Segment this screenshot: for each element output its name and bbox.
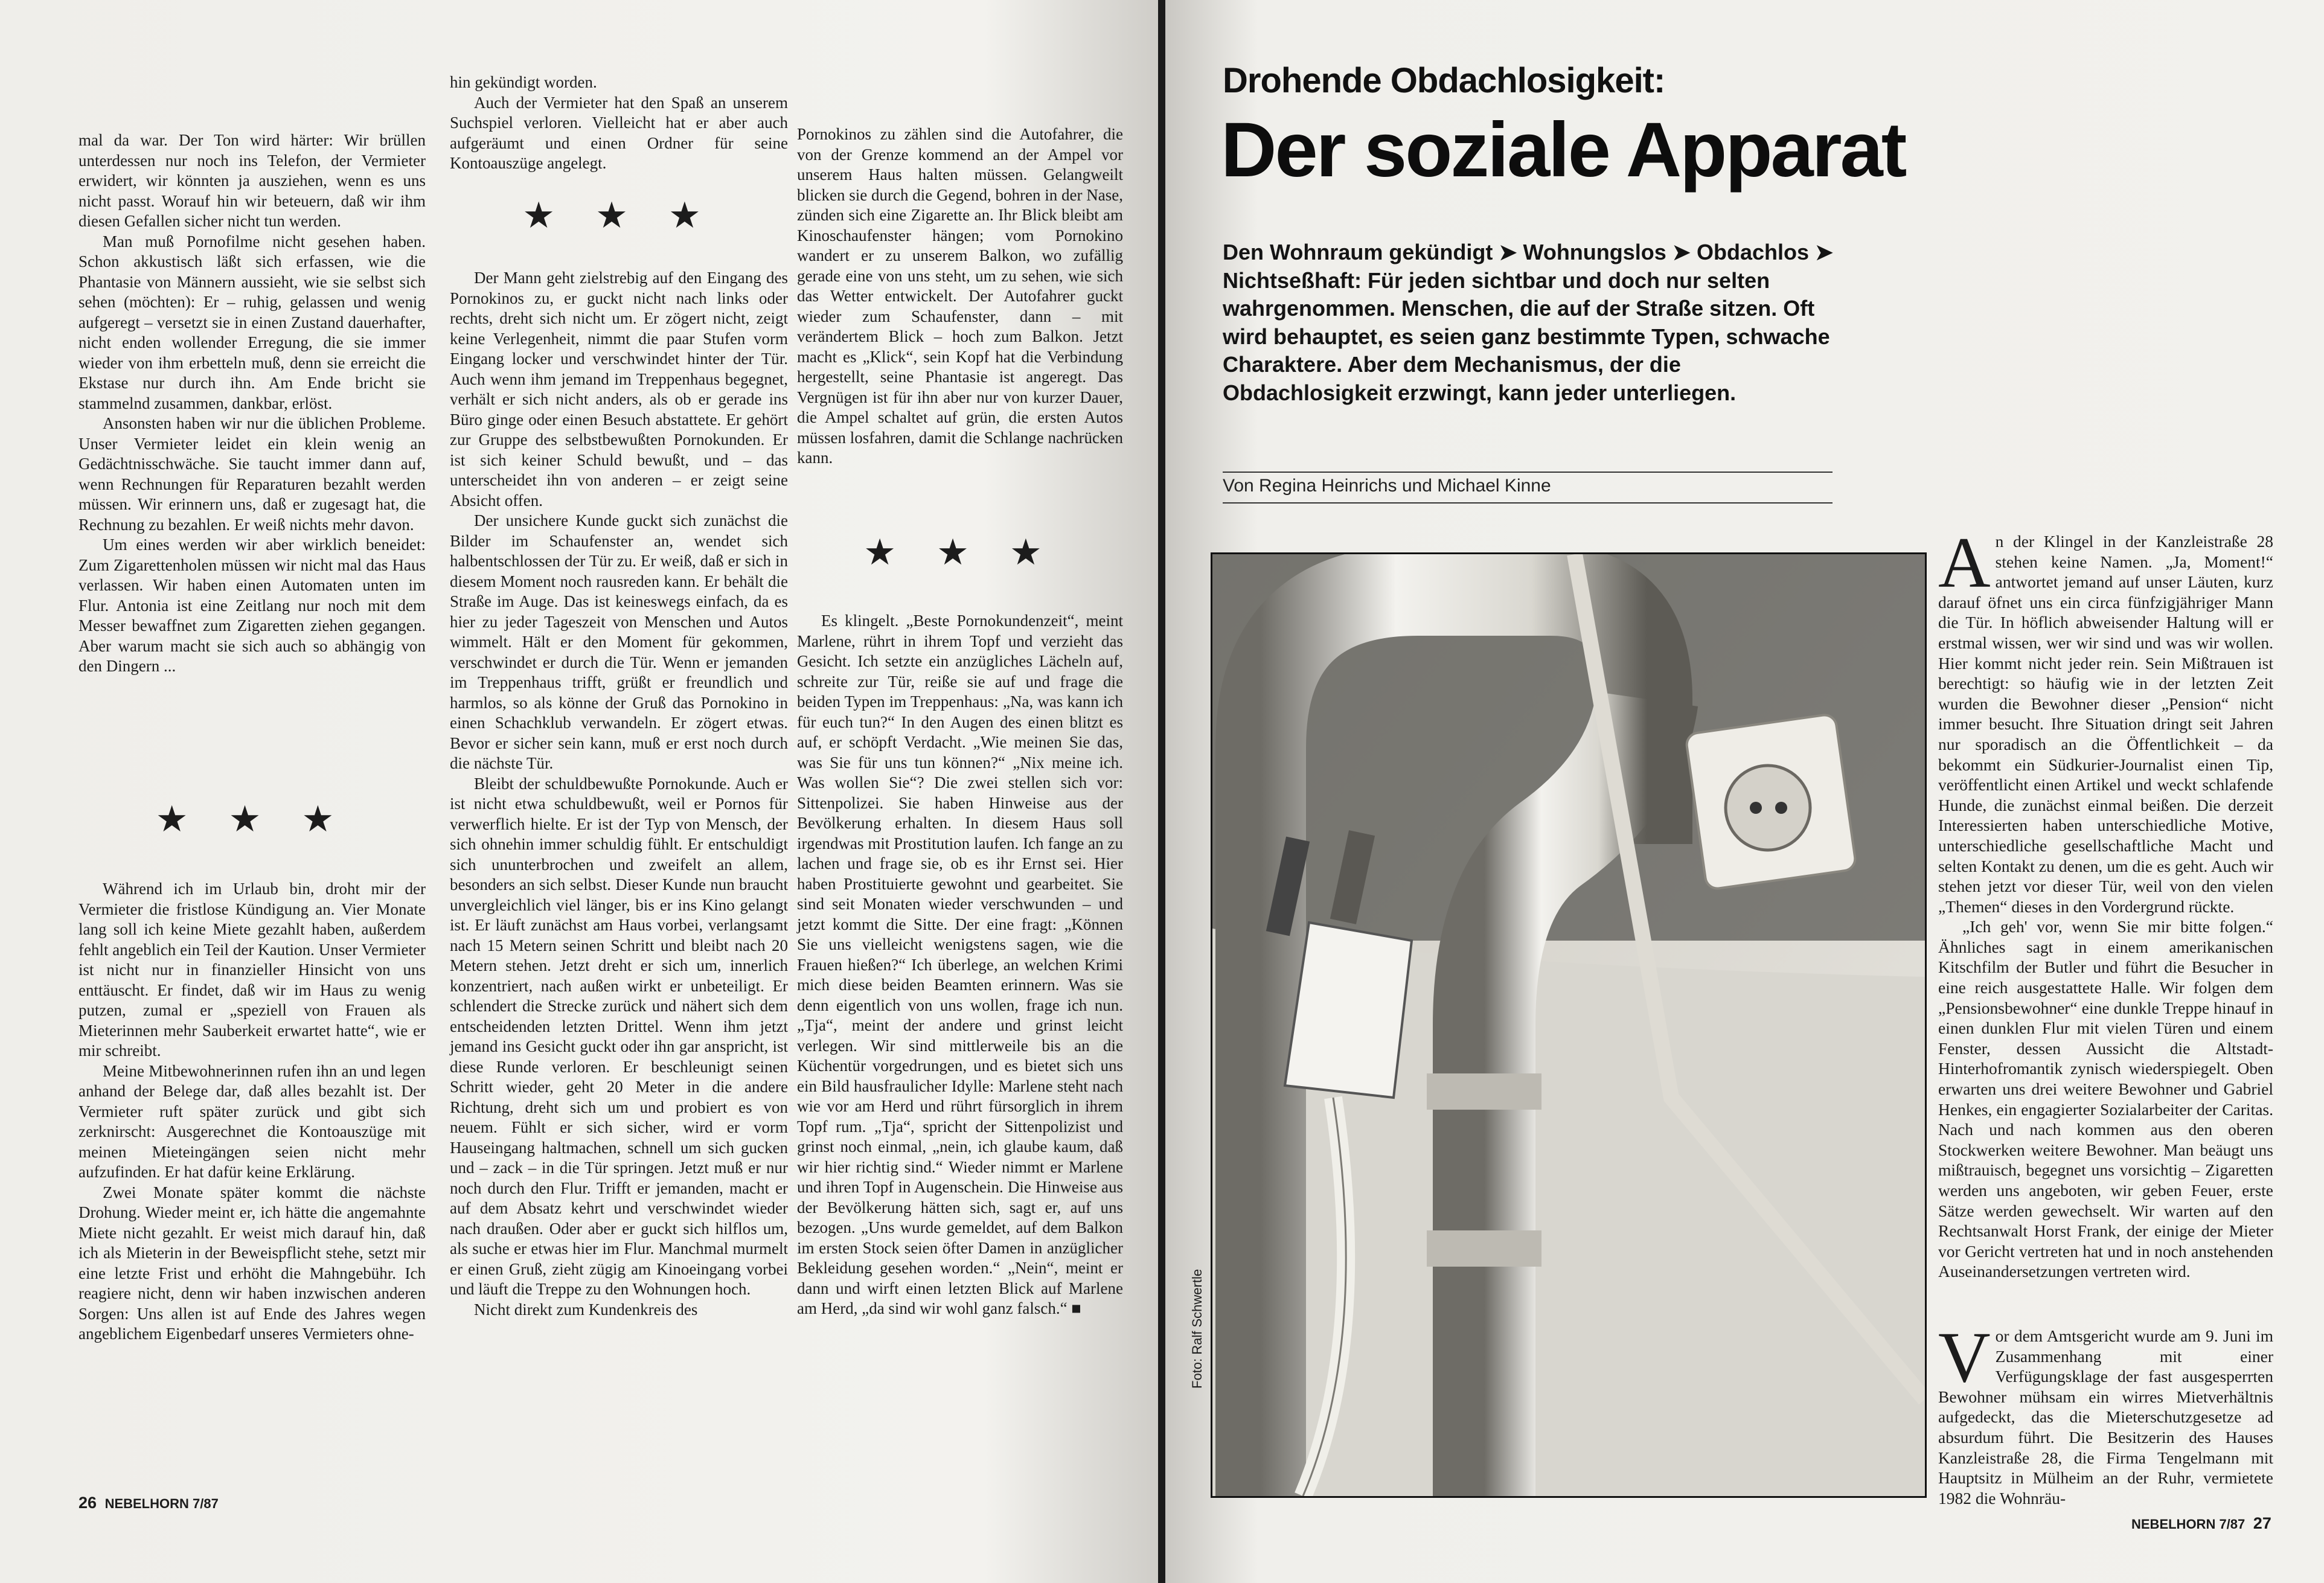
magazine-name: NEBELHORN 7/87 — [104, 1496, 219, 1511]
column-1-lower — [78, 879, 426, 1345]
byline-rule-bottom — [1223, 502, 1833, 504]
column-1 — [78, 130, 426, 677]
paragraph: mal da war. Der Ton wird härter: Wir brüllen unterdessen nur noch ins Telefon, der Vermieter erwidert, wir könnten ja ausziehen, wenn es uns nicht passt. Worauf hin wir beteuern, daß wir ihm diesen Gefallen sicher nicht tun werden. — [78, 131, 426, 230]
paragraph: Um eines werden wir aber wirklich beneidet: Zum Zigarettenholen müssen wir nicht mal das Haus verlassen. Wir haben einen Automaten unten im Flur. Antonia ist eine Zeitlang nur noch mit dem Messer bewaffnet zum Zigaretten ziehen gegangen. Aber warum macht sie sich auch so abhängig von den Dingern ... — [78, 536, 426, 675]
column-2 — [450, 72, 788, 174]
drop-cap: A — [1938, 522, 1991, 603]
section-divider-stars: ★ ★ ★ — [522, 194, 715, 237]
paragraph: „Ich geh' vor, wenn Sie mir bitte folgen.“ Ähnliches sagt in einem amerikanischen Kitschfilm der Butler und führt die Besucher in eine reich ausgestattete Halle. Wir folgen dem „Pensionsbewohner“ eine dunkle Treppe hinauf in einen dunklen Flur mit vielen Türen und einem Fenster, dessen Aussicht die Altstadt-Hinterhofromantik zynisch wiederspiegelt. Oben erwarten uns drei weitere Bewohner und Gabriel Henkes, ein engagierter Sozialarbeiter der Caritas. Nach und nach kommen aus den oberen Stockwerken weitere Bewohner. Man beäugt uns mißtrauisch, begegnet uns vorsichtig – Zigaretten werden uns angeboten, wir geben Feuer, erste Sätze werden gewechselt. Wir warten auf den Rechtsanwalt Horst Frank, der einige der Mieter vor Gericht vertreten hat und in noch anstehenden Auseinandersetzungen vertreten wird. — [1938, 917, 2273, 1281]
photo-credit: Foto: Ralf Schwertle — [1189, 1268, 1205, 1389]
page-footer — [2131, 1514, 2271, 1533]
paragraph: Vor dem Amtsgericht wurde am 9. Juni im Zusammenhang mit einer Verfügungsklage der fast ausgesperrten Bewohner mühsam ein wirres Mietverhältnis aufgedeckt, das die Mieterschutzgesetze ad absurdum führt. Die Besitzerin des Hauses Kanzleistraße 28, die Firma Tengelmann mit Hauptsitz in Mülheim an der Ruhr, vermietete 1982 die Wohnräu- — [1938, 1317, 2273, 1508]
drop-cap: V — [1938, 1317, 1991, 1397]
paragraph: Nicht direkt zum Kundenkreis des — [474, 1300, 698, 1319]
paragraph: Man muß Pornofilme nicht gesehen haben. Schon akkustisch läßt sich erfassen, wie die Phantasie von Männern aussieht, wie sie selbst sich sehen (möchten): Er – ruhig, gelassen und wenig aufgeregt – versetzt sie in einen Zustand dauerhafter, nicht enden wollender Erregung, die sie immer wieder von ihm erbetteln muß, denn sie erreicht die Ekstase nur durch ihn. Am Ende bricht sie stammelnd zusammen, dankbar, erlöst. — [78, 232, 426, 412]
paragraph: Der Mann geht zielstrebig auf den Eingang des Pornokinos zu, er guckt nicht nach links oder rechts, dreht sich nicht um. Er zögert nicht, zeigt keine Verlegenheit, nimmt die paar Stufen vorm Eingang locker und verschwindet hinter der Tür. Auch wenn ihm jemand im Treppenhaus begegnet, verhält er sich nicht anders, als ob er gerade ins Büro ginge oder einen Besuch abstattete. Er gehört zur Gruppe des selbstbewußten Pornokunden. Er ist sich keiner Schuld bewußt, und – das unterscheidet ihn von anderen – er zeigt seine Absicht offen. — [450, 269, 788, 510]
byline: Von Regina Heinrichs und Michael Kinne — [1223, 476, 1551, 496]
paragraph: Während ich im Urlaub bin, droht mir der Vermieter die fristlose Kündigung an. Vier Monate lang soll ich keine Miete gezahlt haben, außerdem fehlt angeblich ein Teil der Kaution. Unser Vermieter ist nicht nur in finanzieller Hinsicht von uns enttäuscht. Er findet, daß wir im Haus zu wenig putzen, zumal er „speziell von Frauen als Mieterinnen mehr Sauberkeit erwartet hatte“, wie er mir schreibt. — [78, 880, 426, 1060]
magazine-name: NEBELHORN 7/87 — [2131, 1517, 2246, 1532]
left-page — [0, 0, 1158, 1583]
paragraph: Ansonsten haben wir nur die üblichen Probleme. Unser Vermieter leidet ein klein wenig an Gedächtnisschwäche. Sie taucht immer dann auf, wenn Rechnungen für Reparaturen bezahlt werden müssen. Wir erinnern uns, daß er zugesagt hat, die Rechnung zu bezahlen. Er weiß nichts mehr davon. — [78, 414, 426, 534]
paragraph: Der unsichere Kunde guckt sich zunächst die Bilder im Schaufenster an, wendet sich halbentschlossen der Tür zu. Er weiß, daß er sich in diesem Moment noch rausreden kann. Er behält die Straße im Auge. Das ist keineswegs einfach, da es hier zu jeder Tageszeit von Menschen und Autos wimmelt. Hält er den Moment für gekommen, verschwindet er durch die Tür. Wenn er jemanden im Treppenhaus trifft, grüßt er freundlich und harmlos, so als könne der Gruß das Pornokino in einen Schachklub verwandeln. Er zögert etwas. Bevor er sicher sein kann, muß er erst noch durch die nächste Tür. — [450, 511, 788, 772]
paragraph: Zwei Monate später kommt die nächste Drohung. Wieder meint er, ich hätte die angemahnte Miete nicht gezahlt. Er weist mich darauf hin, daß ich als Mieterin in der Beweispflicht stehe, setzt mir eine letzte Frist und erhöht die Mahngebühr. Ich reagiere nicht, denn wir haben inzwischen anderen Sorgen: Uns allen ist auf Ende des Jahres wegen angeblichem Eigenbedarf unseres Vermieters ohne- — [78, 1183, 426, 1343]
paragraph: hin gekündigt worden. — [450, 73, 597, 91]
article-column — [1938, 522, 2273, 1282]
paragraph: Meine Mitbewohnerinnen rufen ihn an und legen anhand der Belege dar, daß alles bezahlt ist. Der Vermieter ruft später zurück und gibt sich zerknirscht: Ausgerechnet die Kontoauszüge mit meinen Mieteingängen seien nicht mehr aufzufinden. Er hat dafür keine Erklärung. — [78, 1061, 426, 1181]
article-column-lower — [1938, 1317, 2273, 1508]
column-3 — [797, 124, 1123, 469]
page-footer — [78, 1494, 219, 1512]
paragraph: An der Klingel in der Kanzleistraße 28 stehen keine Namen. „Ja, Moment!“ antwortet jemand auf unser Läuten, kurz darauf öfnet uns ein circa fünfzigjähriger Mann die Tür. In höflich abweisender Haltung will er erstmal wissen, wer wir sind und was wir wollen. Hier kommt nicht jeder rein. Sein Mißtrauen ist berechtigt: so häufig wie in der letzten Zeit wurden die Bewohner dieser „Pension“ nicht immer besucht. Ihre Situation dringt seit Jahren nur sporadisch an die Öffentlichkeit – da bekommt ein Südkurier-Journalist einen Tip, veröffentlicht einen Artikel und weckt schlafende Hunde, die zunächst einmal beißen. Die derzeit Interessierten haben unterschiedliche Motive, unterschiedliche gesellschaftliche Macht und selten Kontakt zu denen, um die es geht. Auch wir stehen jetzt vor dieser Tür, weil von den vielen „Themen“ dieses in den Vordergrund rückte. — [1938, 522, 2273, 916]
column-2-lower — [450, 268, 788, 1320]
section-divider-stars: ★ ★ ★ — [155, 798, 349, 840]
kicker: Drohende Obdachlosigkeit: — [1223, 61, 1665, 100]
page-number: 27 — [2253, 1514, 2271, 1532]
byline-rule-top — [1223, 472, 1833, 473]
paragraph: Pornokinos zu zählen sind die Autofahrer, die von der Grenze kommend an der Ampel vor unserem Haus halten müssen. Gelangweilt blicken sie durch die Gegend, bohren in der Nase, zünden sich eine Zigarette an. Ihr Blick bleibt am Kinoschaufenster hängen; vom Pornokino wandert er zu unserem Balkon, wo zufällig gerade eine von uns steht, um zu sehen, wie sich das Wetter entwickelt. Der Autofahrer guckt wieder zum Schaufenster, dann – mit verändertem Blick – hoch zum Balkon. Jetzt macht es „Klick“, sein Kopf hat die Verbindung hergestellt, seine Phantasie ist angeregt. Das Vergnügen ist für ihn aber nur von kurzer Dauer, die Ampel schaltet auf grün, die ersten Autos müssen losfahren, damit die Schlange nachrücken kann. — [797, 125, 1123, 467]
section-divider-stars: ★ ★ ★ — [863, 531, 1057, 574]
headline: Der soziale Apparat — [1221, 107, 1906, 193]
column-3-lower — [797, 611, 1123, 1319]
right-page — [1165, 0, 2324, 1583]
lead-text: Den Wohnraum gekündigt ➤ Wohnungslos ➤ Obdachlos ➤ Nichtseßhaft: Für jeden sichtbar und doch nur selten wahrgenommen. Menschen, die auf der Straße sitzen. Oft wird behauptet, es seien ganz bestimmte Typen, schwache Charaktere. Aber dem Mechanismus, der die Obdachlosigkeit erzwingt, kann jeder unterliegen. — [1223, 240, 1834, 405]
photo-pipes-and-plug — [1212, 554, 1925, 1496]
paragraph: Bleibt der schuldbewußte Pornokunde. Auch er ist nicht etwa schuldbewußt, weil er Pornos für verwerflich hielte. Er ist der Typ von Mensch, der sich ohnehin immer schuldig fühlt. Er entschuldigt sich ununterbrochen und zweifelt an allem, besonders an sich selbst. Dieser Kunde nun braucht unvergleichlich viel länger, bis er ins Kino gelangt ist. Er läuft zunächst am Haus vorbei, verlangsamt nach 15 Metern seinen Schritt und bleibt nach 20 Metern stehen. Jetzt dreht er sich um, innerlich konzentriert, nach außen wirkt er unbeteiligt. Er schlendert die Strecke zurück und nähert sich dem entscheidenden letzten Drittel. Wenn ihm jetzt jemand ins Gesicht guckt oder ihn gar anspricht, ist diese Runde verloren. Er beschleunigt seinen Schritt wieder, geht 20 Meter in die andere Richtung, dreht sich um und probiert es von neuem. Fühlt er sich sicher, wird er vorm Hauseingang haltmachen, schnell um sich gucken und – zack – in die Tür springen. Jetzt muß er nur noch durch den Flur. Trifft er jemanden, macht er auf dem Absatz kehrt und verschwindet wieder nach draußen. Oder aber er guckt sich hilflos um, als suche er etwas hier im Flur. Manchmal murmelt er einen Gruß, zieht zügig am Kinoeingang vorbei und läuft die Treppe zu den Wohnungen hoch. — [450, 774, 788, 1298]
page-number: 26 — [78, 1494, 97, 1512]
paragraph: Auch der Vermieter hat den Spaß an unserem Suchspiel verloren. Vielleicht hat er aber auch aufgeräumt und einen Ordner für seine Kontoauszüge angelegt. — [450, 93, 788, 172]
paragraph: Es klingelt. „Beste Pornokundenzeit“, meint Marlene, rührt in ihrem Topf und verzieht das Gesicht. Ich setzte ein anzügliches Lächeln auf, schreite zur Tür, reiße sie auf und frage die beiden Typen im Treppenhaus: „Na, was kann ich für euch tun?“ In den Augen des einen blitzt es auf, er schöpft Verdacht. „Wie meinen Sie das, was Sie für uns tun können?“ „Nix meine ich. Was wollen Sie“? Die zwei stellen sich vor: Sittenpolizei. Sie haben Hinweise aus der Bevölkerung erhalten. In diesem Haus soll irgendwas mit Prostitution laufen. Ich fange an zu lachen und frage sie, ob es ihr Ernst sei. Hier haben Prostituierte gewohnt und gearbeitet. Sie sind seit Monaten wieder verschwunden – und jetzt kommt die Sitte. Der eine fragt: „Können Sie uns vielleicht wenigstens sagen, wie die Frauen hießen?“ Ich überlege, an welchen Krimi mich diese beiden Beamten erinnern. Was sie denn eigentlich von uns wollen, frage ich nun. „Tja“, meint der andere und grinst leicht verlegen. Wir sind mittlerweile bis an die Küchentür vorgedrungen, und es bietet sich uns ein Bild hausfraulicher Idylle: Marlene steht nach wie vor am Herd und rührt fürsorglich in ihrem Topf rum. „Tja“, spricht der Sittenpolizist und grinst noch einmal, „nein, ich glaube kaum, daß wir hier richtig sind.“ Wieder nimmt er Marlene und ihren Topf in Augenschein. Die Hinweise aus der Bevölkerung hätten sich, sagt er, auf uns bezogen. „Uns wurde gemeldet, auf dem Balkon im ersten Stock seien öfter Damen in anzüglicher Bekleidung gesehen worden.“ „Nein“, meint er dann und wirft einen letzten Blick auf Marlene am Herd, „da sind wir wohl ganz falsch.“ ■ — [797, 612, 1123, 1317]
article-photo — [1211, 552, 1927, 1498]
